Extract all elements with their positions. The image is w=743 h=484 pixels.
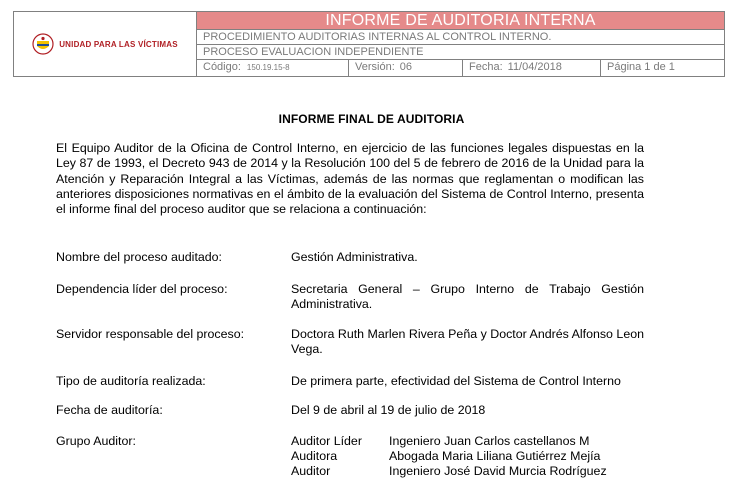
- version-label: Versión:: [355, 61, 395, 73]
- field-label: Fecha de auditoría:: [56, 403, 163, 417]
- colombia-seal-icon: [32, 33, 54, 55]
- document-title: INFORME FINAL DE AUDITORIA: [278, 112, 465, 126]
- field-label: Dependencia líder del proceso:: [56, 282, 228, 296]
- date-label: Fecha:: [469, 61, 503, 73]
- code-cell: [197, 60, 349, 76]
- date-value: 11/04/2018: [507, 61, 562, 73]
- field-label: Tipo de auditoría realizada:: [56, 374, 206, 388]
- field-label: Nombre del proceso auditado:: [56, 250, 222, 264]
- code-value: 150.19.15-8: [246, 63, 290, 72]
- process-row: PROCESO EVALUACION INDEPENDIENTE: [197, 45, 724, 60]
- field-value: De primera parte, efectividad del Sistema de Control Interno: [291, 374, 621, 388]
- auditor-name: Abogada Maria Liliana Gutiérrez Mejía: [389, 449, 601, 463]
- auditor-row: [291, 434, 651, 449]
- page-cell: [601, 60, 724, 76]
- auditor-role: Auditor: [291, 464, 331, 478]
- auditor-role: Auditor Líder: [291, 434, 362, 448]
- field-value: Doctora Ruth Marlen Rivera Peña y Doctor Andrés Alfonso Leon Vega.: [291, 327, 644, 357]
- field-value: Del 9 de abril al 19 de julio de 2018: [291, 403, 486, 417]
- field-value: Secretaria General – Grupo Interno de Trabajo Gestión Administrativa.: [291, 282, 644, 312]
- document-header: [13, 11, 725, 77]
- version-cell: [349, 60, 463, 76]
- auditor-name: Ingeniero Juan Carlos castellanos M: [389, 434, 590, 448]
- field-label: Grupo Auditor:: [56, 434, 136, 448]
- auditor-row: [291, 464, 651, 479]
- code-label: Código:: [203, 61, 241, 73]
- auditor-role: Auditora: [291, 449, 338, 463]
- auditor-name: Ingeniero José David Murcia Rodríguez: [389, 464, 607, 478]
- procedure-row: PROCEDIMIENTO AUDITORIAS INTERNAS AL CONTROL INTERNO.: [197, 30, 724, 45]
- field-label: Servidor responsable del proceso:: [56, 327, 245, 341]
- field-value: Gestión Administrativa.: [291, 250, 418, 264]
- report-title-banner: INFORME DE AUDITORIA INTERNA: [197, 12, 724, 30]
- logo-text: UNIDAD PARA LAS VÍCTIMAS: [59, 39, 178, 49]
- auditor-row: [291, 449, 651, 464]
- date-cell: [463, 60, 601, 76]
- page-number: Página 1 de 1: [607, 61, 675, 73]
- intro-paragraph: El Equipo Auditor de la Oficina de Control Interno, en ejercicio de las funciones legales dispuestas en la Ley 87 de 1993, el Decreto 943 de 2014 y la Resolución 100 del 5 de febrero de 2016 de la Unidad para la Atención y Reparación Integral a las Víctimas, además de las normas que reglamentan o modifican las anteriores disposiciones normativas en el ámbito de la evaluación del Sistema de Control Interno, presenta el informe final del proceso auditor que se relaciona a continuación:: [56, 141, 644, 217]
- logo-cell: [14, 12, 197, 76]
- meta-row: [197, 60, 724, 76]
- version-value: 06: [399, 61, 412, 73]
- unidad-victimas-logo: [32, 33, 178, 55]
